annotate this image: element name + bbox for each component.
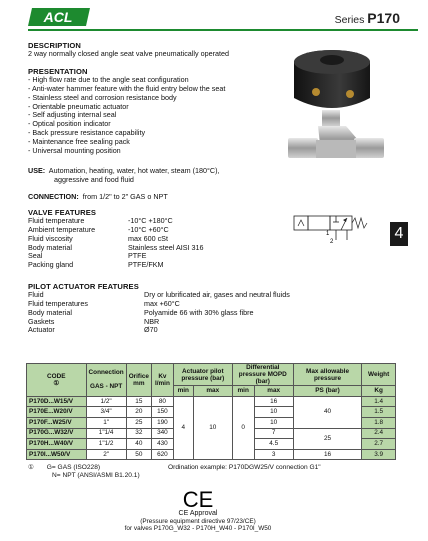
connection-label: CONNECTION:	[28, 192, 79, 201]
connection-value: from 1/2" to 2" GAS o NPT	[82, 192, 168, 201]
table-row	[27, 396, 396, 407]
page-tab: 4	[390, 222, 408, 246]
pilot-value: Dry or lubrificated air, gases and neutral fluids	[144, 290, 290, 300]
pilot-key: Fluid	[28, 290, 44, 300]
table-notes	[28, 464, 140, 480]
presentation-item: - Anti-water hammer feature with the fluid entry below the seat	[28, 84, 226, 94]
valve-features-section	[28, 208, 204, 270]
col-header-orifice: Orifice mm	[126, 364, 151, 397]
presentation-item: - Self adjusting internal seal	[28, 110, 117, 120]
pilot-value: Ø70	[144, 325, 158, 335]
cell-weight: 1.5	[362, 407, 396, 418]
cell-orifice: 20	[126, 407, 151, 418]
feature-value: PTFE	[128, 251, 147, 261]
col-header-act-min: min	[173, 386, 193, 397]
pilot-features-section	[28, 282, 290, 335]
feature-key: Fluid temperature	[28, 216, 85, 226]
symbol-port-1: 1	[326, 231, 330, 237]
pilot-key: Gaskets	[28, 316, 55, 326]
series-title	[335, 10, 400, 27]
pilot-value: max +60°C	[144, 299, 180, 309]
ce-valves: for valves P170G_W32 - P170H_W40 - P170I_W50	[124, 525, 272, 533]
ce-mark-icon	[182, 488, 214, 510]
series-code: P170	[367, 10, 400, 26]
cell-kv: 190	[151, 417, 173, 428]
cell-code: P170H...W40/V	[27, 439, 87, 450]
note-npt: N= NPT (ANSI/ASMI B1.20.1)	[52, 472, 140, 480]
presentation-item: - Optical position indicator	[28, 119, 111, 129]
series-prefix: Series	[334, 14, 365, 26]
ce-title: CE Approval	[178, 510, 218, 517]
logo-text: ACL	[43, 9, 73, 25]
feature-key: Packing gland	[28, 260, 74, 270]
note-marker: ①	[28, 464, 34, 471]
col-header-diff-min: min	[232, 386, 254, 397]
col-header-ps: PS (bar)	[293, 386, 361, 397]
presentation-item: - Stainless steel and corrosion resistance body	[28, 92, 177, 102]
cell-weight: 2.7	[362, 439, 396, 450]
pilot-value: NBR	[144, 316, 160, 326]
feature-key: Seal	[28, 251, 43, 261]
cell-ps: 16	[293, 449, 361, 460]
use-label: USE:	[28, 166, 46, 175]
pilot-features-list	[28, 291, 290, 335]
description-heading: DESCRIPTION	[28, 41, 81, 50]
use-section	[28, 167, 219, 185]
col-header-diff-max: max	[254, 386, 293, 397]
cell-orifice: 40	[126, 439, 151, 450]
cell-orifice: 15	[126, 396, 151, 407]
description-text: 2 way normally closed angle seat valve pneumatically operated	[28, 49, 229, 59]
cell-diff-max: 4.5	[254, 439, 293, 450]
cell-code: P170G...W32/V	[27, 428, 87, 439]
presentation-section	[28, 67, 225, 155]
cell-kv: 150	[151, 407, 173, 418]
feature-key: Ambient temperature	[28, 225, 96, 235]
col-header-differential: Differential pressure MOPD (bar)	[232, 364, 293, 386]
use-line-1: Automation, heating, water, hot water, steam (180°C),	[48, 166, 220, 175]
cell-orifice: 50	[126, 449, 151, 460]
cell-diff-max: 10	[254, 417, 293, 428]
ce-approval-block	[0, 510, 396, 533]
connection-section	[28, 193, 168, 202]
col-header-kv: Kv l/min	[151, 364, 173, 397]
pilot-features-heading: PILOT ACTUATOR FEATURES	[28, 282, 139, 291]
note-gas: G= GAS (ISO228)	[46, 464, 101, 471]
cell-connection: 1"1/2	[86, 439, 126, 450]
header-rule	[28, 29, 418, 31]
cell-ps: 40	[293, 396, 361, 428]
cell-orifice: 25	[126, 417, 151, 428]
col-header-act-max: max	[193, 386, 232, 397]
cell-act-min: 4	[173, 396, 193, 460]
presentation-item: - Universal mounting position	[28, 145, 121, 155]
cell-connection: 1"1/4	[86, 428, 126, 439]
feature-value: max 600 cSt	[128, 233, 168, 243]
feature-key: Fluid viscosity	[28, 233, 73, 243]
pilot-key: Fluid temperatures	[28, 299, 88, 309]
cell-connection: 1"	[86, 417, 126, 428]
cell-connection: 2"	[86, 449, 126, 460]
valve-symbol-diagram	[286, 208, 370, 248]
col-header-kg: Kg	[362, 386, 396, 397]
ce-mark-text: CE	[182, 488, 214, 510]
valve-features-heading: VALVE FEATURES	[28, 208, 97, 217]
feature-value: Stainless steel AISI 316	[128, 242, 204, 252]
feature-value: PTFE/FKM	[128, 260, 164, 270]
cell-act-max: 10	[193, 396, 232, 460]
description-section	[28, 41, 229, 59]
cell-code: P170D...W15/V	[27, 396, 87, 407]
pilot-key: Actuator	[28, 325, 55, 335]
cell-weight: 1.8	[362, 417, 396, 428]
col-header-weight: Weight	[362, 364, 396, 386]
cell-ps: 25	[293, 428, 361, 449]
cell-kv: 620	[151, 449, 173, 460]
cell-weight: 3.9	[362, 449, 396, 460]
cell-weight: 2.4	[362, 428, 396, 439]
col-header-connection: Connection GAS - NPT	[86, 364, 126, 397]
feature-key: Body material	[28, 242, 72, 252]
presentation-item: - High flow rate due to the angle seat configuration	[28, 75, 189, 85]
presentation-item: - Maintenance free sealing pack	[28, 136, 130, 146]
cell-connection: 1/2"	[86, 396, 126, 407]
cell-kv: 430	[151, 439, 173, 450]
cell-weight: 1.4	[362, 396, 396, 407]
cell-diff-min: 0	[232, 396, 254, 460]
presentation-item: - Orientable pneumatic actuator	[28, 101, 129, 111]
spec-table	[26, 363, 396, 460]
valve-product-image	[280, 40, 410, 175]
col-header-code: CODE ①	[27, 364, 87, 397]
col-header-actuator: Actuator pilot pressure (bar)	[173, 364, 232, 386]
ordering-example: Ordination example: P170DGW25/V connection G1"	[168, 464, 321, 471]
cell-diff-max: 7	[254, 428, 293, 439]
presentation-heading: PRESENTATION	[28, 67, 88, 76]
cell-diff-max: 10	[254, 407, 293, 418]
cell-orifice: 32	[126, 428, 151, 439]
cell-connection: 3/4"	[86, 407, 126, 418]
presentation-item: - Back pressure resistance capability	[28, 127, 146, 137]
feature-value: -10°C +60°C	[128, 225, 169, 235]
cell-kv: 80	[151, 396, 173, 407]
pilot-key: Body material	[28, 307, 72, 317]
col-header-max-allowable: Max allowable pressure	[293, 364, 361, 386]
ce-directive: (Pressure equipment directive 97/23/CE)	[140, 518, 256, 526]
cell-diff-max: 16	[254, 396, 293, 407]
cell-kv: 340	[151, 428, 173, 439]
pilot-value: Polyamide 66 with 30% glass fibre	[144, 307, 254, 317]
cell-diff-max: 3	[254, 449, 293, 460]
use-line-2: aggressive and food fluid	[54, 174, 134, 184]
acl-logo	[28, 6, 92, 28]
feature-value: -10°C +180°C	[128, 216, 173, 226]
cell-code: P170F...W25/V	[27, 417, 87, 428]
cell-code: P170E...W20/V	[27, 407, 87, 418]
symbol-port-2: 2	[330, 239, 334, 245]
valve-features-list	[28, 217, 204, 270]
cell-code: P170I...W50/V	[27, 449, 87, 460]
